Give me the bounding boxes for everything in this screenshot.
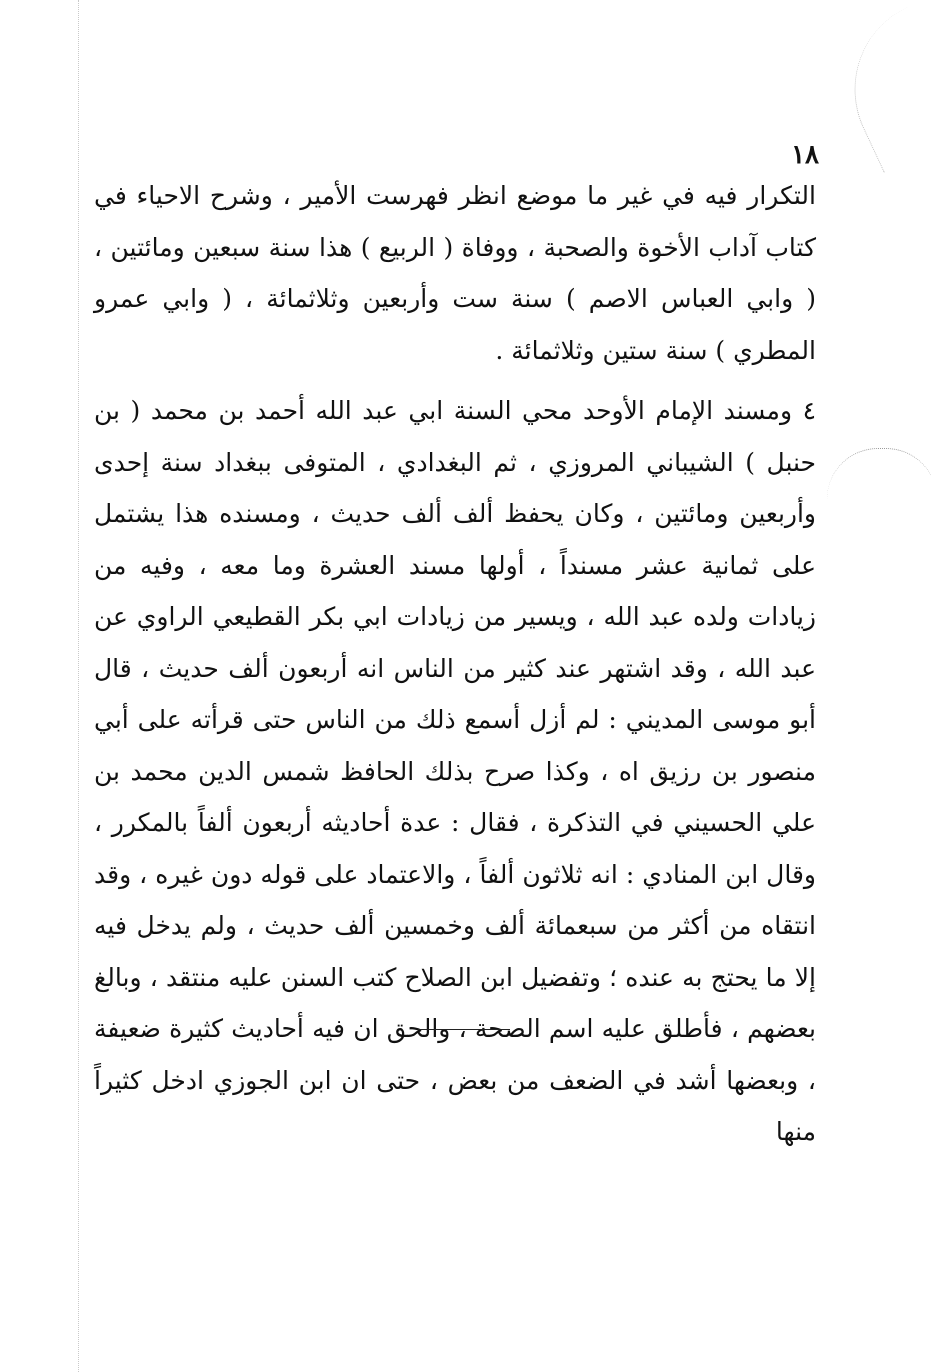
page-body [94, 170, 816, 1158]
page-margin-guide [78, 0, 79, 1372]
paragraph-1: التكرار فيه في غير ما موضع انظر فهرست الأمير ، وشرح الاحياء في كتاب آداب الأخوة والصحبة ، ووفاة ( الربيع ) هذا سنة سبعين ومائتين ، ( وابي العباس الاصم ) سنة ست وأربعين وثلاثمائة ، ( وابي عمرو المطري ) سنة ستين وثلاثمائة . [94, 181, 816, 365]
paragraph-2: ٤ ومسند الإمام الأوحد محي السنة ابي عبد الله أحمد بن محمد ( بن حنبل ) الشيباني المروزي ، ثم البغدادي ، المتوفى ببغداد سنة إحدى وأربعين ومائتين ، وكان يحفظ ألف ألف حديث ، ومسنده هذا يشتمل على ثمانية عشر مسنداً ، أولها مسند العشرة وما معه ، وفيه من زيادات ولده عبد الله ، ويسير من زيادات ابي بكر القطيعي الراوي عن عبد الله ، وقد اشتهر عند كثير من الناس انه أربعون ألف حديث ، قال أبو موسى المديني : لم أزل أسمع ذلك من الناس حتى قرأته على أبي منصور بن رزيق اه ، وكذا صرح بذلك الحافظ شمس الدين محمد بن علي الحسيني في التذكرة ، فقال : عدة أحاديثه أربعون ألفاً بالمكرر ، وقال ابن المنادي : انه ثلاثون ألفاً ، والاعتماد على قوله دون غيره ، وقد انتقاه من أكثر من سبعمائة ألف وخمسين ألف حديث ، ولم يدخل فيه إلا ما يحتج به عنده ؛ وتفضيل ابن الصلاح كتب السنن عليه منتقد ، وبالغ بعضهم ، فأطلق عليه اسم الصحة ، والحق ان فيه أحاديث كثيرة ضعيفة ، وبعضها أشد في الضعف من بعض ، حتى ان ابن الجوزي ادخل كثيراً منها [94, 396, 816, 1146]
page-number: ١٨ [791, 140, 819, 170]
entry-marker [827, 448, 931, 499]
text-underline-mark [418, 1029, 510, 1030]
scan-corner-artifact [825, 7, 931, 172]
